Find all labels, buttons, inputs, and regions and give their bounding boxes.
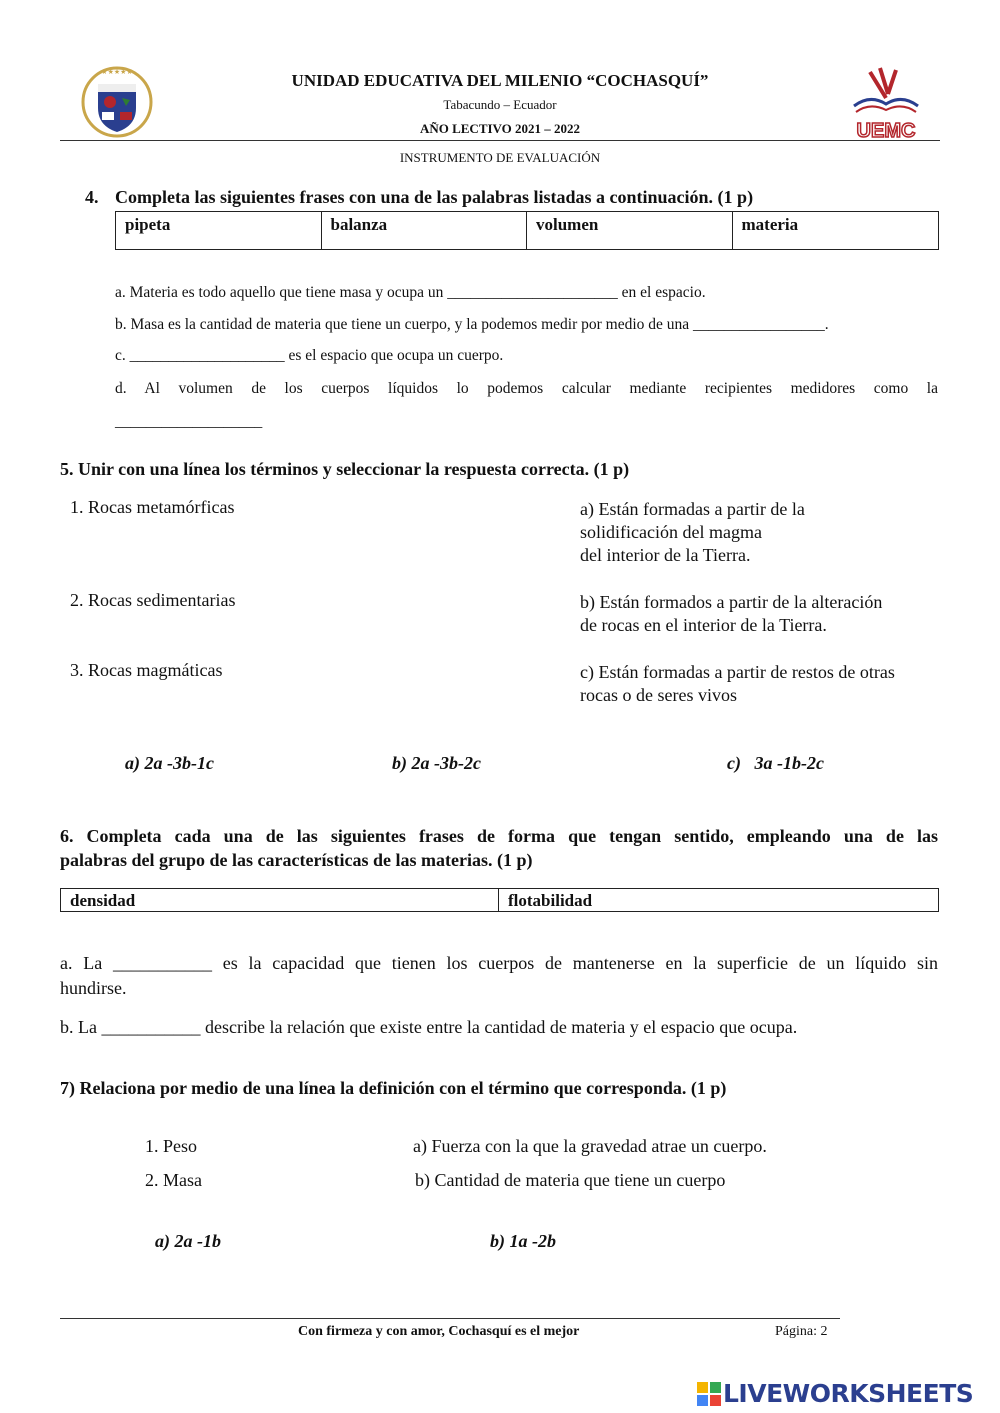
q7-option-b[interactable]: b) 1a -2b bbox=[490, 1231, 556, 1251]
q4-item-a: a. Materia es todo aquello que tiene masa y ocupa un ______________________ en el espacio. bbox=[115, 284, 706, 301]
liveworksheets-logo-icon bbox=[697, 1382, 721, 1406]
footer-motto: Con firmeza y con amor, Cochasquí es el mejor bbox=[298, 1324, 580, 1339]
word-cell: pipeta bbox=[116, 212, 322, 249]
q5-term: 3. Rocas magmáticas bbox=[70, 660, 223, 680]
q7-term: 1. Peso bbox=[145, 1136, 198, 1156]
q7-definition: a) Fuerza con la que la gravedad atrae un cuerpo. bbox=[413, 1136, 767, 1156]
school-location: Tabacundo – Ecuador bbox=[443, 97, 557, 112]
q5-option-b[interactable]: b) 2a -3b-2c bbox=[392, 753, 481, 773]
q5-term: 1. Rocas metamórficas bbox=[70, 497, 235, 517]
q5-definition-b: b) Están formados a partir de la alteración de rocas en el interior de la Tierra. bbox=[580, 592, 883, 635]
liveworksheets-watermark: LIVEWORKSHEETS bbox=[697, 1381, 973, 1406]
q4-item-b: b. Masa es la cantidad de materia que tiene un cuerpo, y la podemos medir por medio de una _________________. bbox=[115, 316, 829, 333]
q6-item-b: b. La ___________ describe la relación que existe entre la cantidad de materia y el espacio que ocupa. bbox=[60, 1017, 798, 1037]
header-divider bbox=[60, 140, 940, 141]
word-cell: balanza bbox=[322, 212, 528, 249]
school-name: UNIDAD EDUCATIVA DEL MILENIO “COCHASQUÍ” bbox=[291, 71, 709, 90]
word-cell: volumen bbox=[527, 212, 733, 249]
footer-divider bbox=[60, 1318, 840, 1319]
q4-word-bank bbox=[115, 211, 939, 250]
q7-definition: b) Cantidad de materia que tiene un cuerpo bbox=[415, 1170, 726, 1190]
q5-definition-a: a) Están formadas a partir de la solidificación del magma del interior de la Tierra. bbox=[580, 499, 805, 565]
q5-term: 2. Rocas sedimentarias bbox=[70, 590, 236, 610]
q6-item-a-cont: hundirse. bbox=[60, 978, 127, 998]
word-cell: densidad bbox=[61, 889, 499, 911]
q6-item-a: a. La ___________ es la capacidad que tienen los cuerpos de mantenerse en la superficie de un líquido sin bbox=[60, 953, 938, 973]
word-cell: flotabilidad bbox=[508, 891, 593, 910]
q7-term: 2. Masa bbox=[145, 1170, 202, 1190]
q5-title: 5. Unir con una línea los términos y seleccionar la respuesta correcta. (1 p) bbox=[60, 459, 630, 479]
q4-item-c: c. ____________________ es el espacio que ocupa un cuerpo. bbox=[115, 347, 504, 364]
word-cell: materia bbox=[741, 215, 799, 234]
q7-option-a[interactable]: a) 2a -1b bbox=[155, 1231, 221, 1251]
q4-number: 4. bbox=[85, 187, 99, 207]
page-number: Página: 2 bbox=[775, 1324, 828, 1339]
q4-item-d: d. Al volumen de los cuerpos líquidos lo podemos calcular mediante recipientes medidores como la bbox=[115, 380, 938, 397]
q6-title-cont: palabras del grupo de las características de las materias. (1 p) bbox=[60, 850, 533, 870]
svg-text:★★★★★: ★★★★★ bbox=[101, 68, 133, 76]
svg-text:UEMC: UEMC bbox=[856, 120, 916, 140]
q5-definition-c: c) Están formadas a partir de restos de otras rocas o de seres vivos bbox=[580, 662, 895, 705]
q7-title: 7) Relaciona por medio de una línea la definición con el término que corresponda. (1 p) bbox=[60, 1078, 727, 1098]
school-year: AÑO LECTIVO 2021 – 2022 bbox=[419, 121, 581, 136]
q6-title: 6. Completa cada una de las siguientes frases de forma que tengan sentido, empleando una de las bbox=[60, 826, 938, 846]
q5-option-a[interactable]: a) 2a -3b-1c bbox=[125, 753, 214, 773]
q6-word-bank bbox=[60, 888, 939, 912]
q4-title: Completa las siguientes frases con una de las palabras listadas a continuación. (1 p) bbox=[115, 187, 754, 207]
q5-option-c[interactable]: c) 3a -1b-2c bbox=[727, 753, 824, 773]
document-subtitle: INSTRUMENTO DE EVALUACIÓN bbox=[399, 150, 601, 165]
uemc-logo bbox=[850, 64, 922, 140]
q4-item-d-blank: ___________________ bbox=[115, 413, 263, 430]
